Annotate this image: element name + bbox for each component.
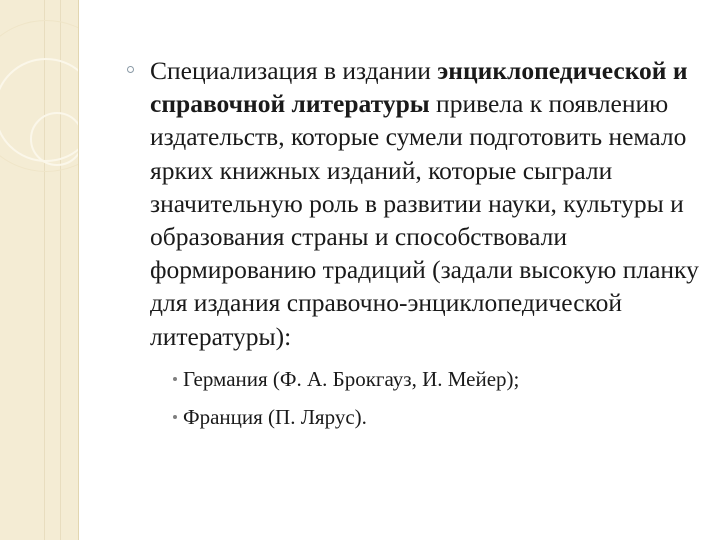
- dot-bullet-icon: [173, 415, 177, 419]
- sub-item-text: Германия (Ф. А. Брокгауз, И. Мейер);: [183, 366, 520, 391]
- main-paragraph: [150, 54, 700, 353]
- sub-list-item: [173, 404, 700, 430]
- sub-item-text: Франция (П. Лярус).: [183, 404, 367, 429]
- main-text-rest: привела к появлению издательств, которые сумели подготовить немало ярких книжных изданий, которые сыграли значительную роль в развитии науки, культуры и образования страны и способствовали формированию традиций (задали высокую планку для издания справочно-энциклопедической литературы):: [150, 89, 699, 351]
- main-bullet-item: [120, 54, 700, 353]
- sub-list: [173, 366, 700, 430]
- slide-content: [120, 54, 700, 442]
- main-text-intro: Специализация в издании: [150, 56, 438, 85]
- sub-list-item: [173, 366, 700, 392]
- decorative-side-panel: [0, 0, 79, 540]
- ring-bullet-icon: [127, 66, 134, 73]
- dot-bullet-icon: [173, 377, 177, 381]
- decorative-ring: [30, 112, 79, 166]
- main-text-bold: энциклопедической и справочной литературы: [150, 56, 688, 119]
